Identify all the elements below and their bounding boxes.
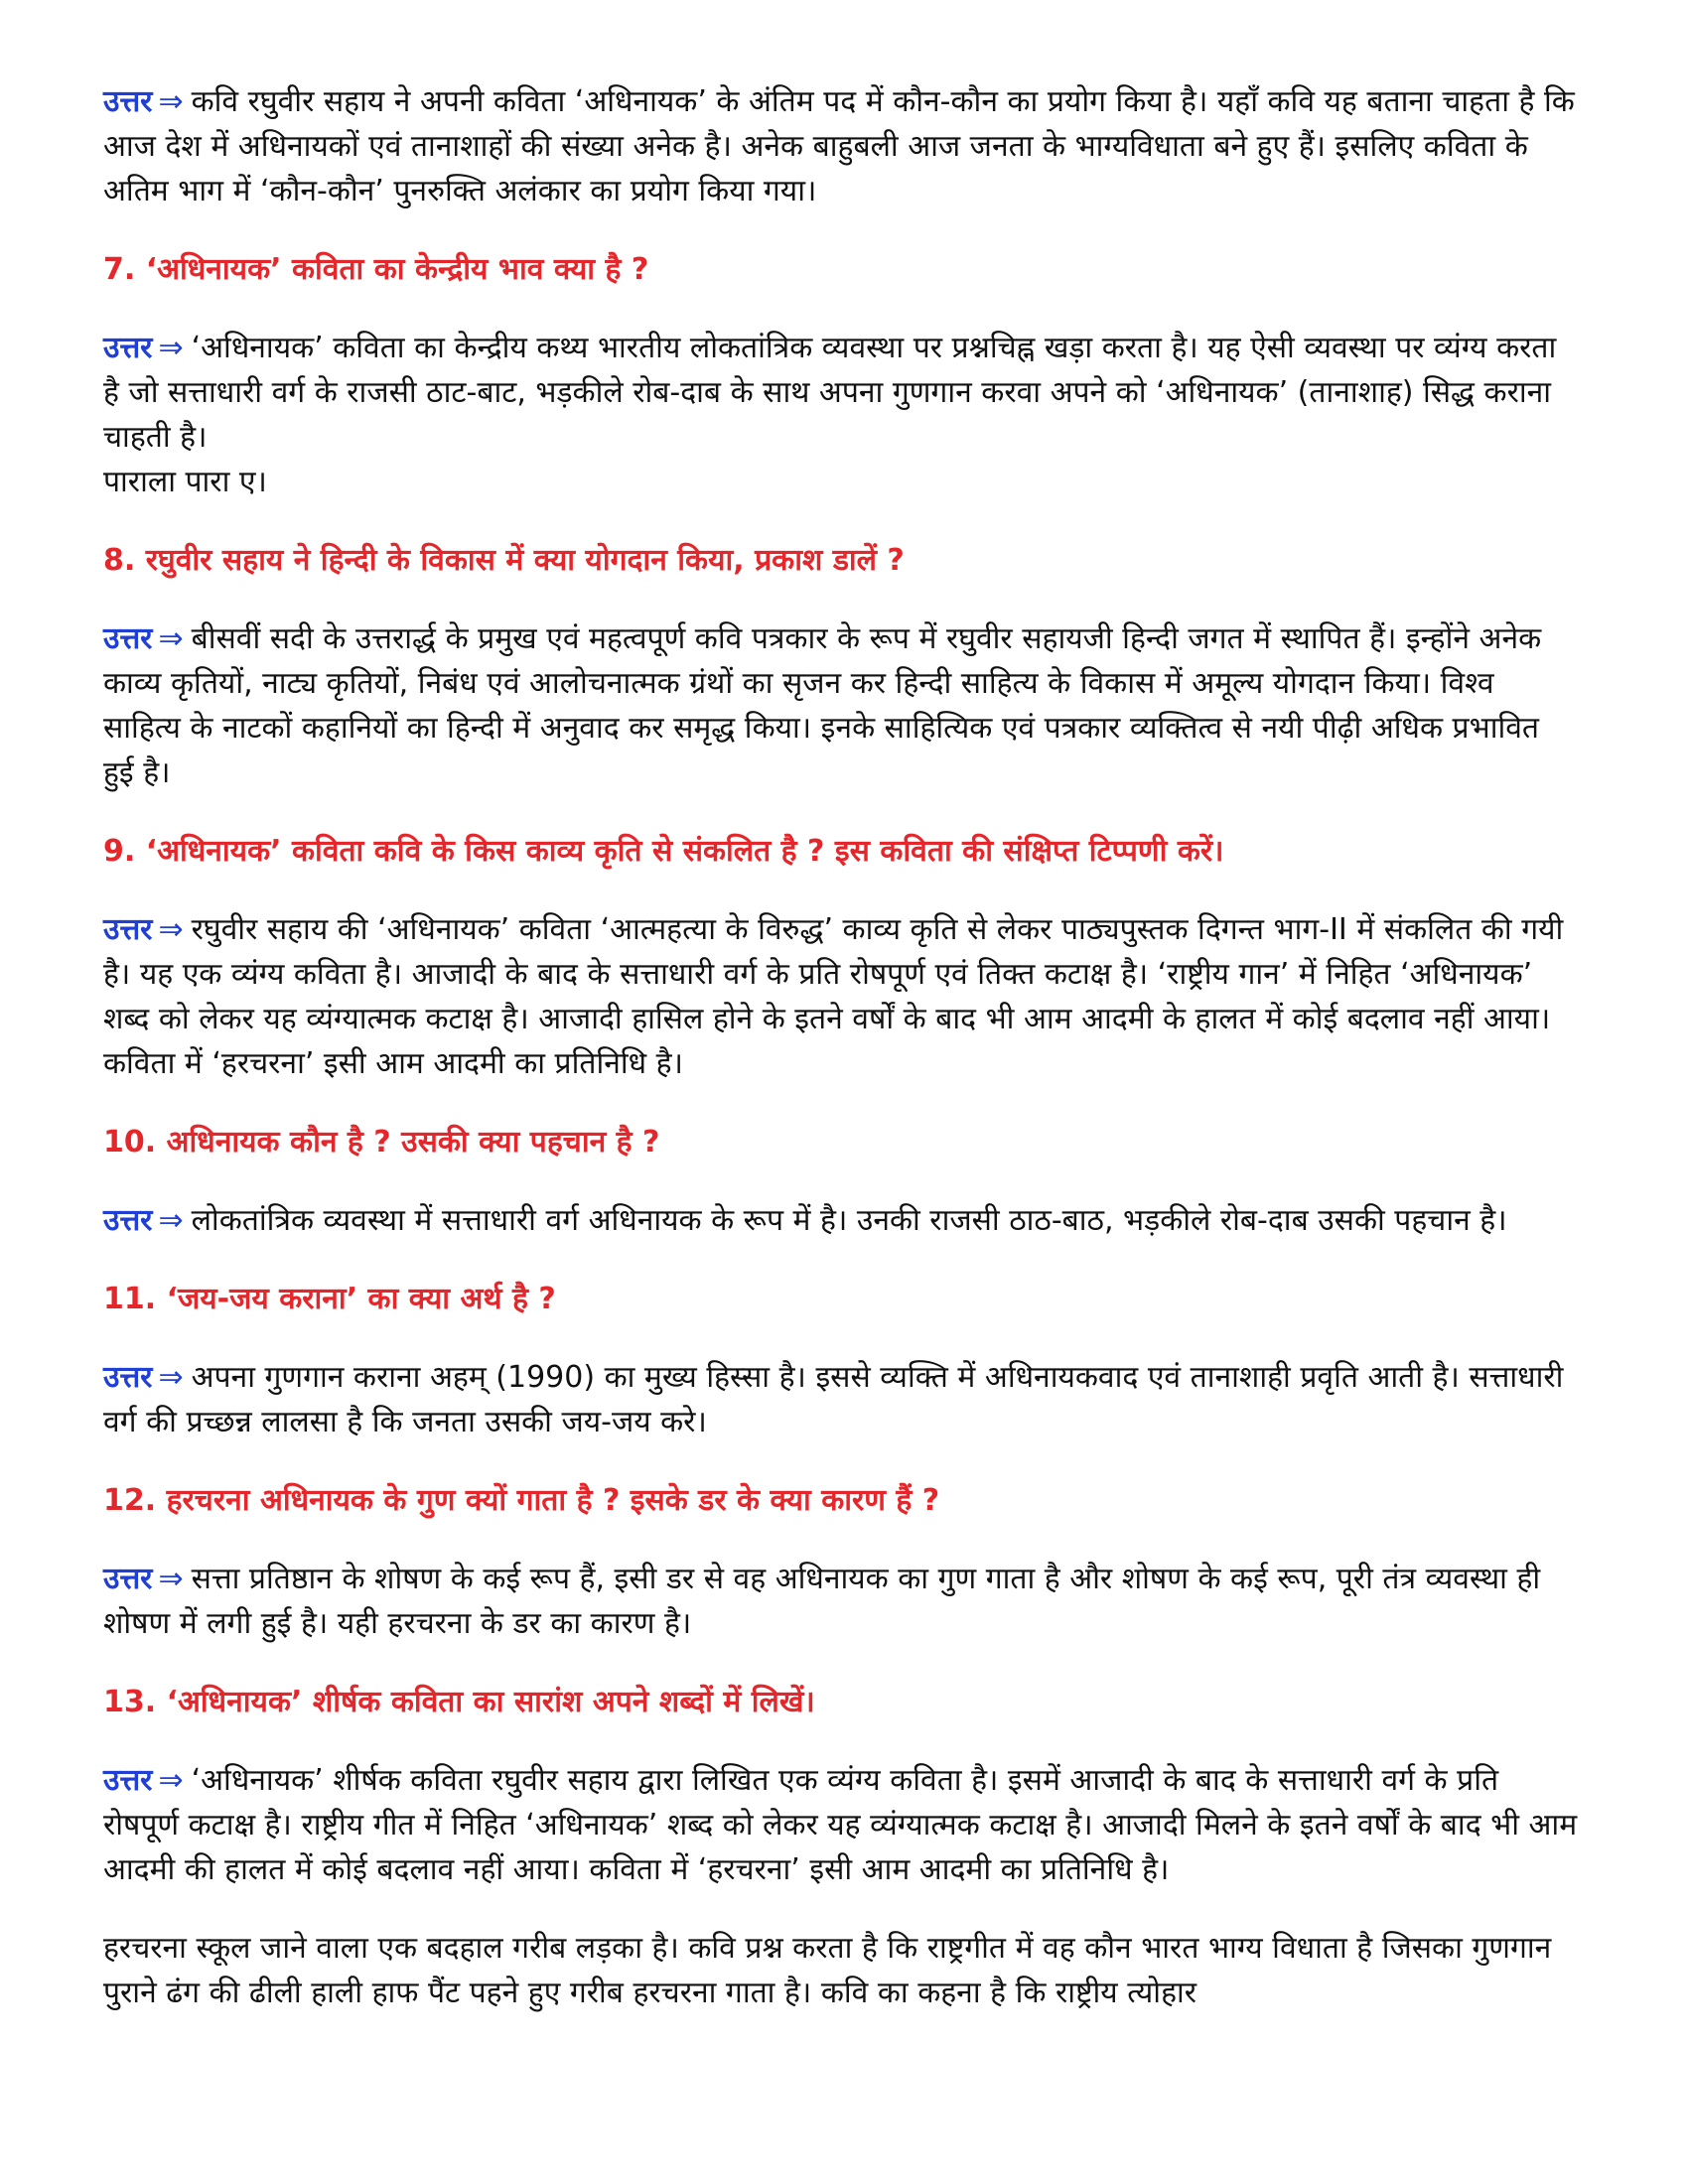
arrow-icon: ⇒ [158, 1763, 184, 1798]
arrow-icon: ⇒ [158, 1203, 184, 1238]
question-12: 12. हरचरना अधिनायक के गुण क्यों गाता है ? इसके डर के क्या कारण हैं ? [103, 1483, 940, 1518]
arrow-icon: ⇒ [158, 621, 184, 656]
arrow-icon: ⇒ [158, 1360, 184, 1395]
question-11: 11. ‘जय-जय कराना’ का क्या अर्थ है ? [103, 1282, 556, 1316]
answer-text: अपना गुणगान कराना अहम् (1990) का मुख्य हिस्सा है। इससे व्यक्ति में अधिनायकवाद एवं तानाशाही प्रवृति आती है। सत्ताधारी वर्ग की प्रच्छन्न लालसा है कि जनता उसकी जय-जय करे। [103, 1360, 1564, 1439]
answer-text: रघुवीर सहाय की ‘अधिनायक’ कविता ‘आत्महत्या के विरुद्ध’ काव्य कृति से लेकर पाठ्यपुस्तक दिगन्त भाग-II में संकलित की गयी है। यह एक व्यंग्य कविता है। आजादी के बाद के सत्ताधारी वर्ग के प्रति रोषपूर्ण एवं तिक्त कटाक्ष है। ‘राष्ट्रीय गान’ में निहित ‘अधिनायक’ शब्द को लेकर यह व्यंग्यात्मक कटाक्ष है। आजादी हासिल होने के इतने वर्षों के बाद भी आम आदमी के हालत में कोई बदलाव नहीं आया। कविता में ‘हरचरना’ इसी आम आदमी का प्रतिनिधि है। [103, 912, 1564, 1081]
question-9: 9. ‘अधिनायक’ कविता कवि के किस काव्य कृति से संकलित है ? इस कविता की संक्षिप्त टिप्पणी करें। [103, 834, 1224, 869]
question-13: 13. ‘अधिनायक’ शीर्षक कविता का सारांश अपने शब्दों में लिखें। [103, 1685, 815, 1719]
answer-text: बीसवीं सदी के उत्तरार्द्ध के प्रमुख एवं महत्वपूर्ण कवि पत्रकार के रूप में रघुवीर सहायजी हिन्दी जगत में स्थापित हैं। इन्होंने अनेक काव्य कृतियों, नाट्य कृतियों, निबंध एवं आलोचनात्मक ग्रंथों का सृजन कर हिन्दी साहित्य के विकास में अमूल्य योगदान किया। विश्व साहित्य के नाटकों कहानियों का हिन्दी में अनुवाद कर समृद्ध किया। इनके साहित्यिक एवं पत्रकार व्यक्तित्व से नयी पीढ़ी अधिक प्रभावित हुई है। [103, 621, 1542, 790]
answer-11 [103, 1355, 1579, 1444]
answer-label: उत्तर [103, 621, 153, 656]
arrow-icon: ⇒ [158, 1562, 184, 1596]
answer-8 [103, 616, 1579, 795]
answer-text: सत्ता प्रतिष्ठान के शोषण के कई रूप हैं, इसी डर से वह अधिनायक का गुण गाता है और शोषण के कई रूप, पूरी तंत्र व्यवस्था ही शोषण में लगी हुई है। यही हरचरना के डर का कारण है। [103, 1562, 1541, 1641]
body-paragraph: हरचरना स्कूल जाने वाला एक बदहाल गरीब लड़का है। कवि प्रश्न करता है कि राष्ट्रगीत में वह कौन भारत भाग्य विधाता है जिसका गुणगान पुराने ढंग की ढीली हाली हाफ पैंट पहने हुए गरीब हरचरना गाता है। कवि का कहना है कि राष्ट्रीय त्योहार [103, 1931, 1552, 2010]
answer-9 [103, 907, 1579, 1086]
answer-13 [103, 1758, 1579, 1892]
answer-6 [103, 79, 1579, 213]
answer-text: कवि रघुवीर सहाय ने अपनी कविता ‘अधिनायक’ के अंतिम पद में कौन-कौन का प्रयोग किया है। यहाँ कवि यह बताना चाहता है कि आज देश में अधिनायकों एवं तानाशाहों की संख्या अनेक है। अनेक बाहुबली आज जनता के भाग्यविधाता बने हुए हैं। इसलिए कविता के अतिम भाग में ‘कौन-कौन’ पुनरुक्ति अलंकार का प्रयोग किया गया। [103, 84, 1575, 208]
answer-label: उत्तर [103, 1360, 153, 1395]
answer-label: उत्तर [103, 84, 153, 119]
answer-label: उत्तर [103, 1203, 153, 1238]
question-7: 7. ‘अधिनायक’ कविता का केन्द्रीय भाव क्या है ? [103, 252, 649, 287]
answer-text: ‘अधिनायक’ शीर्षक कविता रघुवीर सहाय द्वारा लिखित एक व्यंग्य कविता है। इसमें आजादी के बाद के सत्ताधारी वर्ग के प्रति रोषपूर्ण कटाक्ष है। राष्ट्रीय गीत में निहित ‘अधिनायक’ शब्द को लेकर यह व्यंग्यात्मक कटाक्ष है। आजादी मिलने के इतने वर्षों के बाद भी आम आदमी की हालत में कोई बदलाव नहीं आया। कविता में ‘हरचरना’ इसी आम आदमी का प्रतिनिधि है। [103, 1763, 1578, 1887]
question-8: 8. रघुवीर सहाय ने हिन्दी के विकास में क्या योगदान किया, प्रकाश डालें ? [103, 543, 905, 578]
answer-text: लोकतांत्रिक व्यवस्था में सत्ताधारी वर्ग अधिनायक के रूप में है। उनकी राजसी ठाठ-बाठ, भड़कीले रोब-दाब उसकी पहचान है। [191, 1203, 1507, 1238]
answer-label: उत्तर [103, 912, 153, 947]
answer-label: उत्तर [103, 331, 153, 365]
arrow-icon: ⇒ [158, 331, 184, 365]
answer-label: उत्तर [103, 1763, 153, 1798]
answer-10 [103, 1198, 1579, 1243]
answer-12 [103, 1557, 1579, 1646]
question-10: 10. अधिनायक कौन है ? उसकी क्या पहचान है ? [103, 1125, 660, 1160]
arrow-icon: ⇒ [158, 912, 184, 947]
arrow-icon: ⇒ [158, 84, 184, 119]
answer-extra-line: पाराला पारा ए। [103, 465, 267, 499]
answer-text: ‘अधिनायक’ कविता का केन्द्रीय कथ्य भारतीय लोकतांत्रिक व्यवस्था पर प्रश्नचिह्न खड़ा करता है। यह ऐसी व्यवस्था पर व्यंग्य करता है जो सत्ताधारी वर्ग के राजसी ठाट-बाट, भड़कीले रोब-दाब के साथ अपना गुणगान करवा अपने को ‘अधिनायक’ (तानाशाह) सिद्ध कराना चाहती है। [103, 331, 1557, 455]
answer-7 [103, 326, 1579, 504]
answer-label: उत्तर [103, 1562, 153, 1596]
